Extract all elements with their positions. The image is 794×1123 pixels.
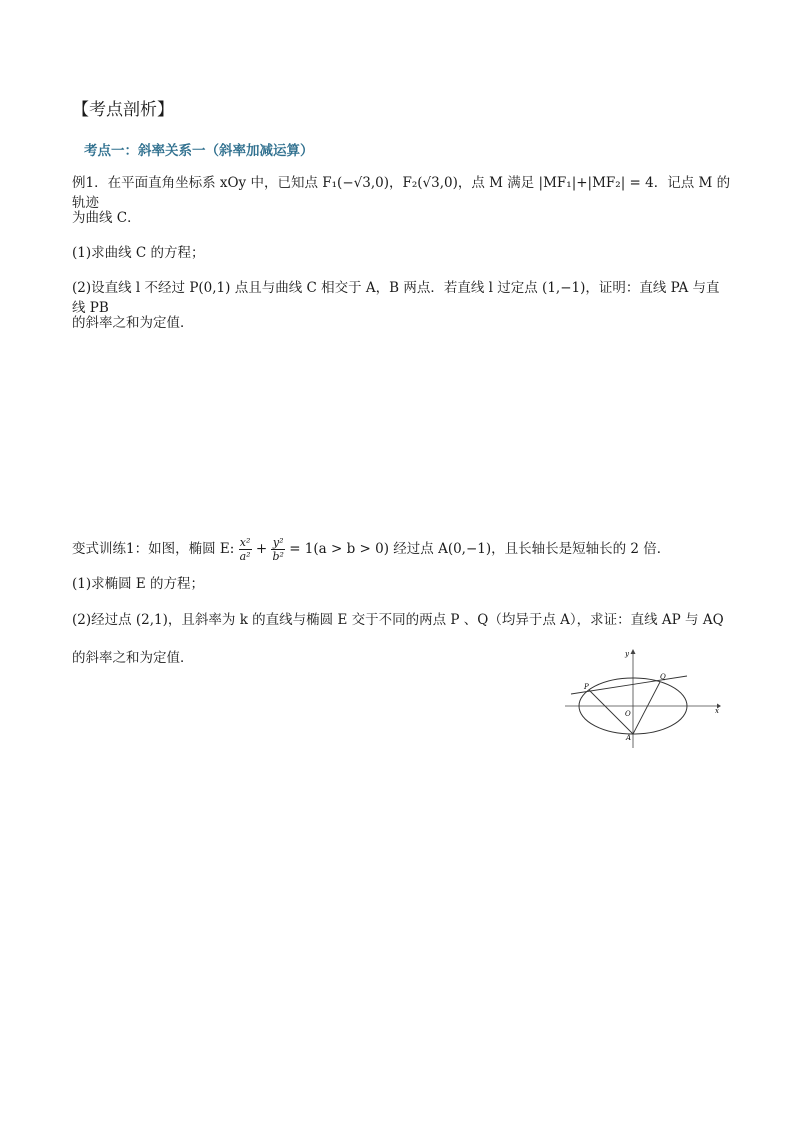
- fraction1-denominator: a²: [239, 550, 251, 563]
- fraction2-denominator: b²: [272, 550, 284, 563]
- plus-sign: +: [251, 541, 272, 557]
- segment-aq: [633, 682, 660, 734]
- y-axis-arrow: [631, 649, 636, 654]
- ellipse-figure: [563, 644, 723, 750]
- example1-line2: 为曲线 C．: [72, 210, 141, 226]
- label-a: A: [626, 734, 632, 742]
- topic-title: 考点一：斜率关系一（斜率加减运算）: [84, 143, 314, 159]
- example1-line1: 例1．在平面直角坐标系 xOy 中，已知点 F₁(−√3,0)，F₂(√3,0)，点 M 满足 |MF₁|+|MF₂| = 4．记点 M 的轨迹: [72, 175, 731, 211]
- variant1-question2-line1: (2)经过点 (2,1)，且斜率为 k 的直线与椭圆 E 交于不同的两点 P 、Q（均异于点 A），求证：直线 AP 与 AQ: [72, 612, 724, 628]
- variant1-prefix: 变式训练1：如图，椭圆 E:: [72, 541, 239, 557]
- fraction1-numerator: x²: [239, 536, 251, 549]
- label-q: Q: [660, 673, 666, 681]
- fraction-y-over-b: [271, 536, 284, 563]
- variant1-suffix: = 1(a > b > 0) 经过点 A(0,−1)，且长轴长是短轴长的 2 倍．: [284, 541, 671, 557]
- section-title: 【考点剖析】: [72, 100, 174, 120]
- variant1-question1: (1)求椭圆 E 的方程；: [72, 576, 205, 592]
- example1-question2-line2: 的斜率之和为定值．: [72, 315, 194, 331]
- label-p: P: [584, 683, 589, 691]
- label-x: x: [715, 707, 719, 715]
- variant1-statement: [72, 536, 732, 563]
- label-origin: O: [625, 710, 631, 718]
- fraction-x-over-a: [239, 536, 252, 563]
- variant1-question2-line2: 的斜率之和为定值．: [72, 650, 194, 666]
- fraction2-numerator: y²: [272, 536, 284, 549]
- label-y: y: [625, 650, 629, 658]
- example1-question1: (1)求曲线 C 的方程；: [72, 245, 205, 261]
- example1-question2-line1: (2)设直线 l 不经过 P(0,1) 点且与曲线 C 相交于 A，B 两点．若直线 l 过定点 (1,−1)，证明：直线 PA 与直线 PB: [72, 280, 720, 316]
